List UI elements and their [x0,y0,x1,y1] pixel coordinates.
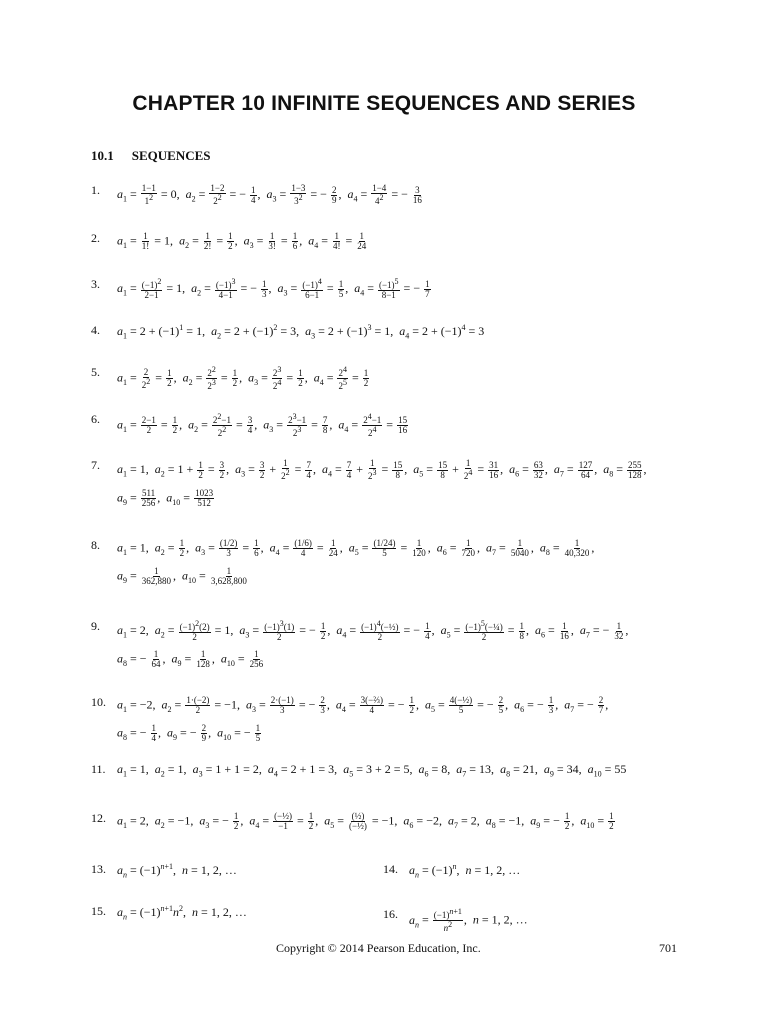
problem-number: 11. [91,762,106,776]
chapter-title: CHAPTER 10 INFINITE SEQUENCES AND SERIES [132,92,636,115]
problem-number: 6. [91,412,100,426]
problem-expression: $a_1 = 2 + (-1)^1 = 1$, $a_2 = 2 + (-1)^2 = 3$, $a_3 = 2 + (-1)^3 = 1$, $a_4 = 2 + (-1)^4 = 3$ [117,323,485,341]
problem-expression: $a_1$ = $\frac{2}{2^2}$ = $\frac{1}{2}$ , $a_2$ = $\frac{2^2}{2^3}$ = $\frac{1}{2}$ , $a_3$ = $\frac{2^3}{2^4}$ = $\frac{1}{2}$ , $a_4$ = $\frac{2^4}{2^5}$ = $\frac{1}{2}$ [117,365,369,392]
problem-number: 9. [91,619,100,633]
problem-expression: $a_n = (-1)^{n+1}n^2$, n = 1, 2, … [117,904,247,922]
problem-number: 3. [91,277,100,291]
section-number: 10.1 [91,148,114,163]
problem-number: 1. [91,183,100,197]
problem-13 [91,862,237,880]
problem-expression: $a_1$ = $\frac{2-1}{2}$ = $\frac{1}{2}$ , $a_2$ = $\frac{2^2-1}{2^2}$ = $\frac{3}{4}$ , $a_3$ = $\frac{2^3-1}{2^3}$ = $\frac{7}{8}$ , $a_4$ = $\frac{2^4-1}{2^4}$ = $\frac{15}{16}$ [117,412,408,439]
problem-5 [91,365,369,392]
problem-11 [91,762,627,779]
problem-number: 13. [91,862,106,876]
problem-expression-cont: $a_9$ = $\frac{511}{256}$ , $a_{10}$ = $\frac{1023}{512}$ [117,488,214,509]
problem-number: 12. [91,811,106,825]
problem-expression-cont: $a_8$ = − $\frac{1}{64}$ , $a_9$ = $\frac{1}{128}$ , $a_{10}$ = $\frac{1}{256}$ [117,649,264,670]
problem-number: 15. [91,904,106,918]
problem-number: 4. [91,323,100,337]
problem-expression: $a_1$ = $\frac{(-1)^2}{2-1}$ = 1, $a_2$ = $\frac{(-1)^3}{4-1}$ = − $\frac{1}{3}$ , $a_3$ = $\frac{(-1)^4}{6-1}$ = $\frac{1}{5}$ , $a_4$ = $\frac{(-1)^5}{8-1}$ = − $\frac{1}{7}$ [117,277,430,301]
problem-9 [91,619,629,670]
problem-6 [91,412,408,439]
problem-3 [91,277,430,301]
section-heading [91,148,211,164]
problem-15 [91,904,247,922]
problem-expression: $a_1 = -2$, $a_2$ = $\frac{1\cdot(-2)}{2}$ = −1, $a_3$ = $\frac{2\cdot(-1)}{3}$ = − $\frac{2}{3}$ , $a_4$ = $\frac{\text{3(−⅔)}}{4}$ = − $\frac{1}{2}$ , $a_5$ = $\frac{\text{4(−½)}}{5}$ = − $\frac{2}{5}$ , $a_6$ = − $\frac{1}{3}$ , $a_7$ = − $\frac{2}{7}$ , [117,695,609,716]
problem-expression-cont: $a_9$ = $\frac{1}{362,880}$ , $a_{10}$ = $\frac{1}{3,628,800}$ [117,566,247,587]
problem-expression: $a_1$ = $\frac{1}{1!}$ = 1, $a_2$ = $\frac{1}{2!}$ = $\frac{1}{2}$ , $a_3$ = $\frac{1}{3!}$ = $\frac{1}{6}$ , $a_4$ = $\frac{1}{4!}$ = $\frac{1}{24}$ [117,231,367,252]
problem-1 [91,183,422,207]
problem-number: 2. [91,231,100,245]
page-number: 701 [659,941,677,955]
problem-number: 7. [91,458,100,472]
problem-expression-cont: $a_8$ = − $\frac{1}{4}$ , $a_9$ = − $\frac{2}{9}$ , $a_{10}$ = − $\frac{1}{5}$ [117,723,261,744]
problem-number: 10. [91,695,106,709]
problem-4 [91,323,485,341]
problem-expression: $a_1 = 1$, $a_2 = 1$, $a_3 = 1 + 1 = 2$, $a_4 = 2 + 1 = 3$, $a_5 = 3 + 2 = 5$, $a_6 = 8$, $a_7 = 13$, $a_8 = 21$, $a_9 = 34$, $a_{10} = 55$ [117,762,627,779]
problem-7 [91,458,647,509]
problem-10 [91,695,609,744]
problem-expression: $a_n = (-1)^{n+1}$, n = 1, 2, … [117,862,237,880]
problem-16 [383,907,528,934]
problem-expression: $a_1 = 1$, $a_2$ = $\frac{1}{2}$ , $a_3$ = $\frac{(1/2)}{3}$ = $\frac{1}{6}$ , $a_4$ = $\frac{(1/6)}{4}$ = $\frac{1}{24}$ , $a_5$ = $\frac{(1/24)}{5}$ = $\frac{1}{120}$ , $a_6$ = $\frac{1}{720}$ , $a_7$ = $\frac{1}{5040}$ , $a_8$ = $\frac{1}{40,320}$ , [117,538,595,559]
problem-number: 14. [383,862,398,876]
problem-expression: $a_1 = 2$, $a_2$ = $\frac{(-1)^2(2)}{2}$ = 1, $a_3$ = $\frac{(-1)^3(1)}{2}$ = − $\frac{1}{2}$ , $a_4$ = $\frac{(-1)^4(-\frac{1}{2})}{2}$ = − $\frac{1}{4}$ , $a_5$ = $\frac{(-1)^5(-\frac{1}{4})}{2}$ = $\frac{1}{8}$ , $a_6$ = $\frac{1}{16}$ , $a_7$ = − $\frac{1}{32}$ , [117,619,629,643]
problem-number: 5. [91,365,100,379]
problem-expression: $a_n$ = $\frac{(-1)^{n+1}}{n^2}$ , n = 1, 2, … [409,907,528,934]
problem-8 [91,538,595,587]
problem-expression: $a_1$ = $\frac{1-1}{1^2}$ = 0, $a_2$ = $\frac{1-2}{2^2}$ = − $\frac{1}{4}$ , $a_3$ = $\frac{1-3}{3^2}$ = − $\frac{2}{9}$ , $a_4$ = $\frac{1-4}{4^2}$ = − $\frac{3}{16}$ [117,183,422,207]
problem-2 [91,231,367,252]
problem-12 [91,811,614,832]
problem-expression: $a_1 = 2$, $a_2 = -1$, $a_3$ = − $\frac{1}{2}$ , $a_4$ = $\frac{\text{(−½)}}{-1}$ = $\frac{1}{2}$ , $a_5$ = $\frac{\text{(½)}}{\text{(−½)}}$ = −1, $a_6 = -2$, $a_7 = 2$, $a_8 = -1$, $a_9$ = − $\frac{1}{2}$ , $a_{10}$ = $\frac{1}{2}$ [117,811,614,832]
copyright-notice: Copyright © 2014 Pearson Education, Inc. [276,941,481,955]
problem-number: 8. [91,538,100,552]
problem-expression: $a_1 = 1$, $a_2 = 1$ + $\frac{1}{2}$ = $\frac{3}{2}$ , $a_3$ = $\frac{3}{2}$ + $\frac{1}{2^2}$ = $\frac{7}{4}$ , $a_4$ = $\frac{7}{4}$ + $\frac{1}{2^3}$ = $\frac{15}{8}$ , $a_5$ = $\frac{15}{8}$ + $\frac{1}{2^4}$ = $\frac{31}{16}$ , $a_6$ = $\frac{63}{32}$ , $a_7$ = $\frac{127}{64}$ , $a_8$ = $\frac{255}{128}$ , [117,458,647,482]
section-name: SEQUENCES [131,148,211,163]
problem-expression: $a_n = (-1)^n$, n = 1, 2, … [409,862,521,880]
problem-14 [383,862,521,880]
problem-number: 16. [383,907,398,921]
